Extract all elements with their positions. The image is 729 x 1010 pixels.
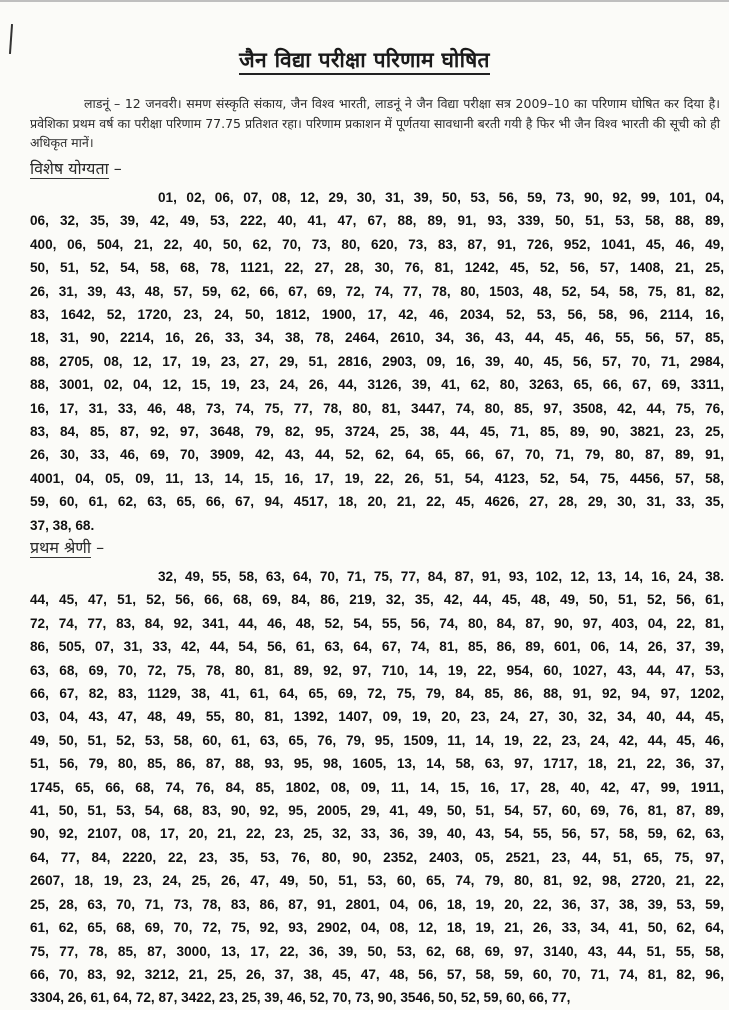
roll-number-line: 26, 31, 39, 43, 48, 57, 59, 62, 66, 67, 69, 72, 74, 77, 78, 80, 1503, 48, 52, 54, 58, 75, 81, 82,: [30, 283, 724, 299]
top-border: [0, 0, 729, 2]
roll-number-line: 50, 51, 52, 54, 58, 68, 78, 1121, 22, 27, 28, 30, 76, 81, 1242, 45, 52, 56, 57, 1408, 21, 25,: [30, 260, 724, 276]
roll-number-line: 25, 28, 63, 70, 71, 73, 78, 83, 86, 87, 91, 2801, 04, 06, 18, 19, 20, 22, 36, 37, 38, 39, 53, 59,: [30, 896, 724, 912]
roll-number-line: 66, 67, 82, 83, 1129, 38, 41, 61, 64, 65, 69, 72, 75, 79, 84, 85, 86, 88, 91, 92, 94, 97, 1202,: [30, 686, 724, 702]
roll-number-line: 41, 50, 51, 53, 54, 68, 83, 90, 92, 95, 2005, 29, 41, 49, 50, 51, 54, 57, 60, 69, 76, 81, 87, 89,: [30, 803, 724, 819]
roll-number-line: 83, 1642, 52, 1720, 23, 24, 50, 1812, 1900, 17, 42, 46, 2034, 52, 53, 56, 58, 96, 2114, 16,: [30, 307, 724, 323]
roll-number-line: 44, 45, 47, 51, 52, 56, 66, 68, 69, 84, 86, 219, 32, 35, 42, 44, 45, 48, 49, 50, 51, 52, 56, 61,: [30, 592, 724, 608]
roll-number-line: 01, 02, 06, 07, 08, 12, 29, 30, 31, 39, 50, 53, 56, 59, 73, 90, 92, 99, 101, 04,: [158, 190, 724, 205]
roll-number-line: 86, 505, 07, 31, 33, 42, 44, 54, 56, 61, 63, 64, 67, 74, 81, 85, 86, 89, 601, 06, 14, 26, 37, 39,: [30, 639, 724, 655]
section-heading-dash: –: [91, 538, 105, 557]
section-heading-label: विशेष योग्यता: [30, 159, 109, 178]
roll-number-line: 26, 30, 33, 46, 69, 70, 3909, 42, 43, 44, 52, 62, 64, 65, 66, 67, 70, 71, 79, 80, 87, 89, 91,: [30, 447, 724, 463]
section-heading-special-merit: [30, 157, 122, 179]
roll-number-line: 59, 60, 61, 62, 63, 65, 66, 67, 94, 4517, 18, 20, 21, 22, 45, 4626, 27, 28, 29, 30, 31, 33, 35,: [30, 494, 724, 510]
headline: [0, 46, 729, 74]
roll-number-line: 90, 92, 2107, 08, 17, 20, 21, 22, 23, 25, 32, 33, 36, 39, 40, 43, 54, 55, 56, 57, 58, 59, 62, 63,: [30, 826, 724, 842]
section-heading-first-division: [30, 536, 104, 558]
roll-number-line: 06, 32, 35, 39, 42, 49, 53, 222, 40, 41, 47, 67, 88, 89, 91, 93, 339, 50, 51, 53, 58, 88, 89,: [30, 213, 724, 229]
roll-number-line: 63, 68, 69, 70, 72, 75, 78, 80, 81, 89, 92, 97, 710, 14, 19, 22, 954, 60, 1027, 43, 44, 47, 53,: [30, 662, 724, 678]
roll-number-line: 72, 74, 77, 83, 84, 92, 341, 44, 46, 48, 52, 54, 55, 56, 74, 80, 84, 87, 90, 97, 403, 04, 22, 81,: [30, 615, 724, 631]
roll-number-line: 18, 31, 90, 2214, 16, 26, 33, 34, 38, 78, 2464, 2610, 34, 36, 43, 44, 45, 46, 55, 56, 57, 85,: [30, 330, 724, 346]
roll-number-line: 37, 38, 68.: [30, 517, 95, 533]
roll-number-line: 88, 2705, 08, 12, 17, 19, 23, 27, 29, 51, 2816, 2903, 09, 16, 39, 40, 45, 56, 57, 70, 71, 2984,: [30, 353, 724, 369]
roll-number-list-special-merit: [30, 186, 724, 537]
roll-number-line: 03, 04, 43, 47, 48, 49, 55, 80, 81, 1392, 1407, 09, 19, 20, 23, 24, 27, 30, 32, 34, 40, 44, 45,: [30, 709, 724, 725]
section-heading-label: प्रथम श्रेणी: [30, 538, 92, 557]
roll-number-line: 64, 77, 84, 2220, 22, 23, 35, 53, 76, 80, 90, 2352, 2403, 05, 2521, 23, 44, 51, 65, 75, 97,: [30, 849, 724, 865]
roll-number-line: 16, 17, 31, 33, 46, 48, 73, 74, 75, 77, 78, 80, 81, 3447, 74, 80, 85, 97, 3508, 42, 44, 75, 76,: [30, 400, 724, 416]
roll-number-line: 61, 62, 65, 68, 69, 70, 72, 75, 92, 93, 2902, 04, 08, 12, 18, 19, 21, 26, 33, 34, 41, 50, 62, 64,: [30, 920, 724, 936]
roll-number-line: 4001, 04, 05, 09, 11, 13, 14, 15, 16, 17, 19, 22, 26, 51, 54, 4123, 52, 54, 75, 4456, 57, 58,: [30, 470, 724, 486]
roll-number-line: 88, 3001, 02, 04, 12, 15, 19, 23, 24, 26, 44, 3126, 39, 41, 62, 80, 3263, 65, 66, 67, 69, 3311,: [30, 377, 724, 393]
roll-number-line: 32, 49, 55, 58, 63, 64, 70, 71, 75, 77, 84, 87, 91, 93, 102, 12, 13, 14, 16, 24, 38.: [158, 569, 724, 584]
roll-number-line: 83, 84, 85, 87, 92, 97, 3648, 79, 82, 95, 3724, 25, 38, 44, 45, 71, 85, 89, 90, 3821, 23, 25,: [30, 424, 724, 440]
headline-text: जैन विद्या परीक्षा परिणाम घोषित: [239, 47, 490, 75]
roll-number-line: 75, 77, 78, 85, 87, 3000, 13, 17, 22, 36, 39, 50, 53, 62, 68, 69, 97, 3140, 43, 44, 51, 55, 58,: [30, 943, 724, 959]
section-heading-dash: –: [108, 159, 122, 178]
roll-number-line: 400, 06, 504, 21, 22, 40, 50, 62, 70, 73, 80, 620, 73, 83, 87, 91, 726, 952, 1041, 45, 46, 49,: [30, 236, 724, 252]
roll-number-line: 2607, 18, 19, 23, 24, 25, 26, 47, 49, 50, 51, 53, 60, 65, 74, 79, 80, 81, 92, 98, 2720, 21, 22,: [30, 873, 724, 889]
roll-number-line: 51, 56, 79, 80, 85, 86, 87, 88, 93, 95, 98, 1605, 13, 14, 58, 63, 97, 1717, 18, 21, 22, 36, 37,: [30, 756, 724, 772]
roll-number-line: 49, 50, 51, 52, 53, 58, 60, 61, 63, 65, 76, 79, 95, 1509, 11, 14, 19, 22, 23, 24, 42, 44, 45, 46,: [30, 732, 724, 748]
roll-number-line: 3304, 26, 61, 64, 72, 87, 3422, 23, 25, 39, 46, 52, 70, 73, 90, 3546, 50, 52, 59, 60, 66, 77,: [30, 990, 571, 1006]
intro-paragraph: लाडनूं – 12 जनवरी। समण संस्कृति संकाय, जैन विश्व भारती, लाडनूं ने जैन विद्या परीक्षा सत्र 2009–10 का परिणाम घोषित कर दिया है। प्रवेशिका प्रथम वर्ष का परीक्षा परिणाम 77.75 प्रतिशत रहा। परिणाम प्रकाशन में पूर्णतया सावधानी बरती गयी है फिर भी जैन विश्व भारती की सूची को ही अधिकृत मानें।: [30, 96, 720, 150]
roll-number-line: 66, 70, 83, 92, 3212, 21, 25, 26, 37, 38, 45, 47, 48, 56, 57, 58, 59, 60, 70, 71, 74, 81, 82, 96,: [30, 966, 724, 982]
roll-number-list-first-division: [30, 565, 724, 1010]
roll-number-line: 1745, 65, 66, 68, 74, 76, 84, 85, 1802, 08, 09, 11, 14, 15, 16, 17, 28, 40, 42, 47, 99, 1911,: [30, 779, 724, 795]
